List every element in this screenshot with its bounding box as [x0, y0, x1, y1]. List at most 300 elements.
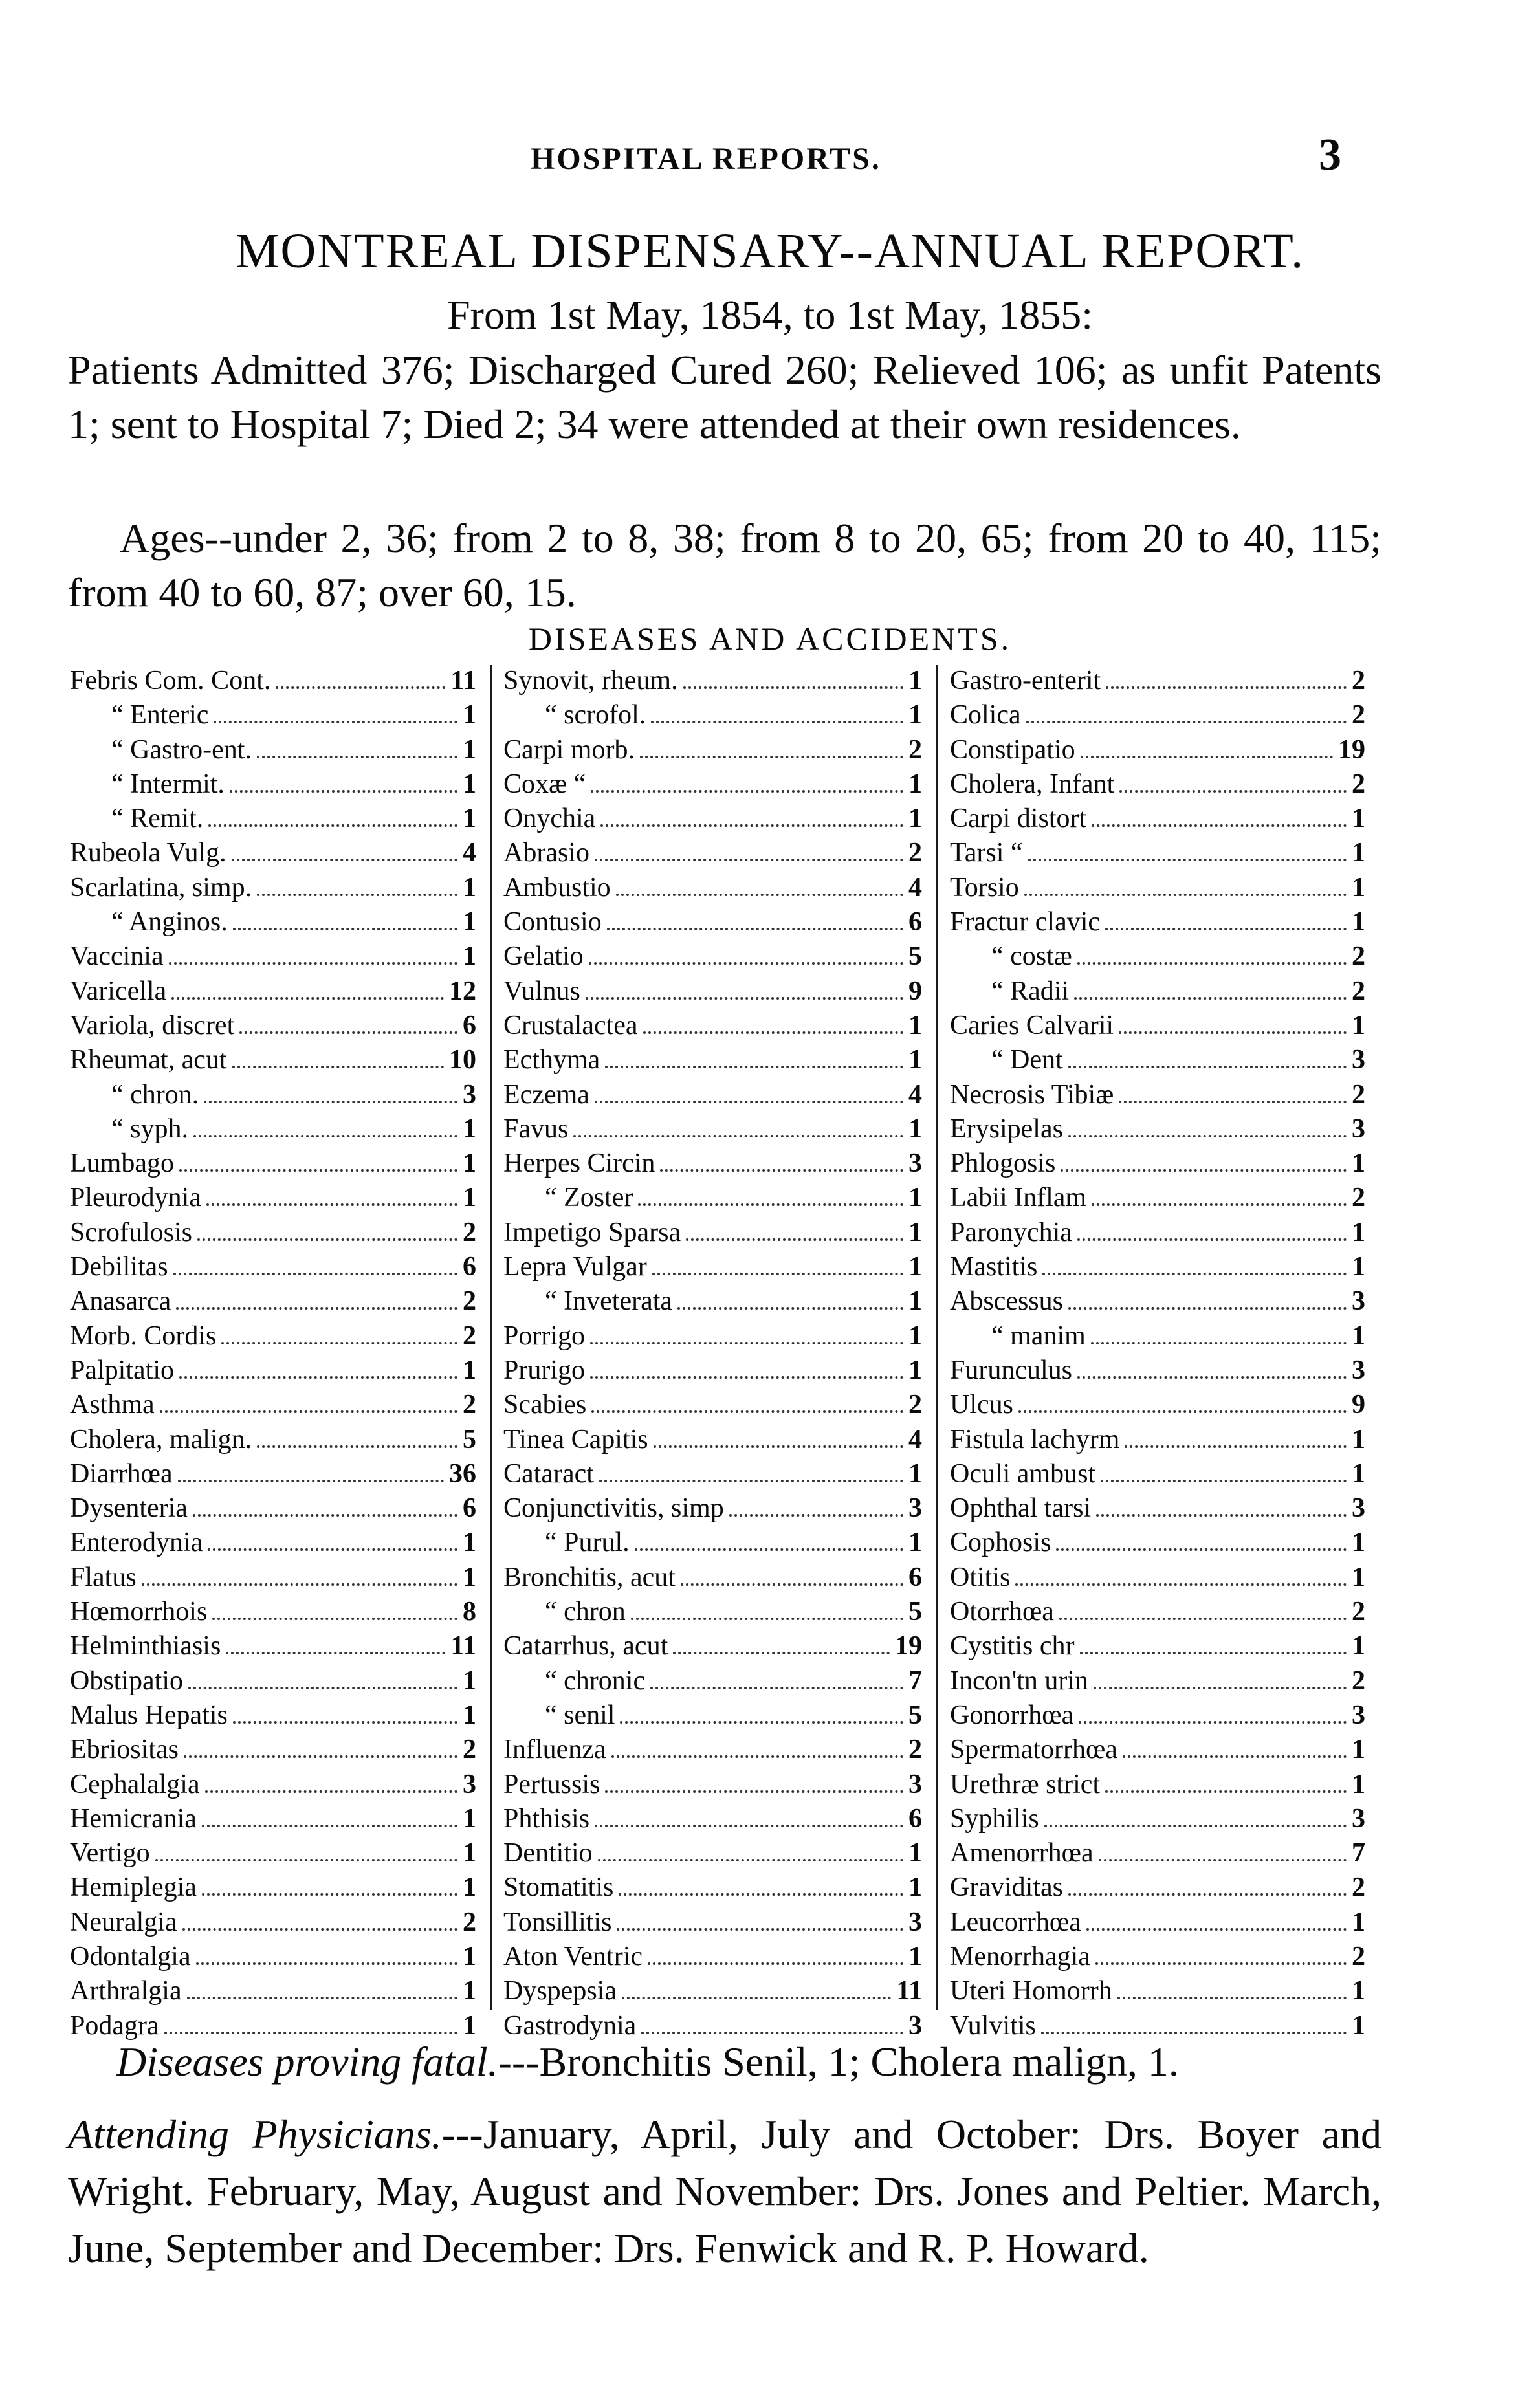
disease-entry: [950, 1079, 1365, 1114]
disease-name: Urethræ strict: [950, 1769, 1101, 1799]
disease-name: Aton Ventric: [503, 1941, 643, 1971]
disease-entry: [950, 1355, 1365, 1389]
fatal-diseases-text: ---Bronchitis Senil, 1; Cholera malign, 1.: [498, 2039, 1179, 2085]
fatal-diseases-line: [116, 2038, 1179, 2086]
disease-count: 1: [908, 1528, 922, 1558]
disease-entry: [503, 1493, 922, 1527]
disease-entry: [503, 1424, 922, 1458]
dot-leader: [155, 1859, 457, 1861]
disease-name: Amenorrhœa: [950, 1838, 1094, 1869]
disease-name: Varicella: [70, 976, 167, 1006]
disease-entry: [70, 665, 476, 699]
disease-count: 2: [1352, 1941, 1365, 1971]
disease-entry: [70, 1838, 476, 1872]
attending-physicians-paragraph: [68, 2106, 1381, 2277]
disease-count: 3: [1352, 1286, 1365, 1317]
disease-name: “ Gastro-ent.: [111, 734, 252, 765]
dot-leader: [193, 1514, 457, 1517]
disease-entry: [503, 1941, 922, 1975]
disease-count: 3: [908, 1907, 922, 1937]
dot-leader: [173, 1273, 457, 1275]
disease-count: 1: [463, 907, 476, 938]
disease-name: Abscessus: [950, 1286, 1063, 1317]
disease-name: Fistula lachyrm: [950, 1424, 1120, 1454]
disease-count: 7: [1352, 1838, 1365, 1869]
disease-name: Helminthiasis: [70, 1631, 221, 1662]
dot-leader: [142, 1583, 457, 1586]
disease-entry: [70, 1148, 476, 1182]
disease-entry: [503, 1114, 922, 1148]
dot-leader: [729, 1514, 903, 1517]
disease-count: 1: [463, 1872, 476, 1903]
disease-entry: [503, 872, 922, 906]
disease-count: 1: [463, 734, 476, 765]
disease-entry: [70, 906, 476, 941]
disease-name: Conjunctivitis, simp: [503, 1493, 724, 1524]
disease-name: Cataract: [503, 1458, 594, 1489]
disease-name: Gonorrhœa: [950, 1700, 1074, 1730]
disease-name: Leucorrhœa: [950, 1907, 1081, 1937]
disease-entry: [503, 837, 922, 872]
dot-leader: [1059, 1618, 1347, 1620]
disease-count: 19: [1338, 734, 1365, 765]
disease-name: Lepra Vulgar: [503, 1252, 647, 1282]
disease-name: Ambustio: [503, 872, 611, 903]
disease-count: 1: [908, 1217, 922, 1247]
disease-entry: [950, 699, 1365, 734]
disease-entry: [70, 1493, 476, 1527]
dot-leader: [193, 1135, 457, 1137]
disease-count: 3: [908, 2010, 922, 2041]
disease-count: 5: [908, 1597, 922, 1627]
disease-entry: [70, 1458, 476, 1493]
dot-leader: [599, 1480, 903, 1482]
disease-name: Phlogosis: [950, 1148, 1056, 1179]
disease-name: Asthma: [70, 1390, 155, 1420]
disease-name: Ecthyma: [503, 1045, 600, 1075]
dot-leader: [1091, 1342, 1347, 1344]
disease-entry: [503, 1251, 922, 1286]
disease-name: Otitis: [950, 1562, 1011, 1592]
disease-entry: [70, 837, 476, 872]
disease-entry: [950, 1734, 1365, 1768]
disease-entry: [503, 665, 922, 699]
disease-entry: [70, 1424, 476, 1458]
disease-count: 2: [908, 734, 922, 765]
disease-count: 2: [463, 1390, 476, 1420]
disease-count: 9: [1352, 1390, 1365, 1420]
disease-entry: [70, 1217, 476, 1251]
disease-entry: [950, 1114, 1365, 1148]
disease-count: 1: [463, 1114, 476, 1144]
dot-leader: [648, 1962, 903, 1965]
disease-entry: [950, 665, 1365, 699]
dot-leader: [598, 1859, 903, 1861]
disease-count: 2: [1352, 769, 1365, 799]
disease-entry: [70, 1251, 476, 1286]
dot-leader: [619, 1893, 903, 1896]
disease-name: Dyspepsia: [503, 1976, 617, 2006]
dot-leader: [641, 2032, 903, 2034]
disease-count: 2: [1352, 1665, 1365, 1696]
disease-count: 2: [1352, 666, 1365, 696]
disease-entry: [70, 1596, 476, 1630]
disease-entry: [70, 1803, 476, 1838]
dot-leader: [1105, 1790, 1347, 1793]
disease-name: Tarsi “: [950, 838, 1023, 868]
disease-count: 6: [463, 1252, 476, 1282]
disease-entry: [503, 1838, 922, 1872]
disease-entry: [503, 976, 922, 1010]
report-title: MONTREAL DISPENSARY--ANNUAL REPORT.: [235, 224, 1305, 278]
dot-leader: [208, 824, 457, 827]
dot-leader: [233, 1721, 457, 1724]
patients-summary-paragraph: Patients Admitted 376; Discharged Cured 260; Relieved 106; as unfit Patents 1; sent to Hospital 7; Died 2; 34 were attended at their own residences.: [68, 347, 1381, 447]
disease-name: “ Purul.: [545, 1528, 630, 1558]
disease-name: Paronychia: [950, 1217, 1072, 1247]
dot-leader: [607, 928, 903, 930]
disease-count: 1: [1352, 1010, 1365, 1040]
dot-leader: [232, 859, 457, 861]
disease-count: 3: [1352, 1045, 1365, 1075]
disease-count: 2: [908, 1390, 922, 1420]
dot-leader: [1106, 686, 1347, 689]
disease-entry: [503, 1769, 922, 1803]
disease-name: Carpi morb.: [503, 734, 635, 765]
disease-count: 1: [463, 1355, 476, 1385]
disease-count: 1: [1352, 1769, 1365, 1799]
dot-leader: [160, 1410, 457, 1413]
dot-leader: [1123, 1755, 1347, 1758]
disease-entry: [950, 1975, 1365, 2010]
disease-count: 1: [1352, 1458, 1365, 1489]
disease-entry: [950, 1838, 1365, 1872]
disease-entry: [70, 1872, 476, 1906]
dot-leader: [188, 1687, 457, 1689]
disease-entry: [70, 941, 476, 975]
disease-entry: [70, 1286, 476, 1320]
dot-leader: [590, 1342, 903, 1344]
disease-count: 1: [463, 1838, 476, 1869]
disease-name: Colica: [950, 700, 1021, 730]
disease-count: 6: [463, 1010, 476, 1040]
disease-entry: [503, 1907, 922, 1941]
disease-count: 1: [1352, 907, 1365, 938]
disease-name: Lumbago: [70, 1148, 174, 1179]
dot-leader: [1077, 1238, 1347, 1241]
disease-entry: [950, 1941, 1365, 1975]
disease-entry: [950, 906, 1365, 941]
dot-leader: [600, 824, 903, 827]
disease-count: 1: [1352, 804, 1365, 834]
disease-name: Erysipelas: [950, 1114, 1063, 1144]
disease-entry: [70, 1907, 476, 1941]
disease-name: Debilitas: [70, 1252, 168, 1282]
disease-entry: [950, 1562, 1365, 1596]
ages-summary-paragraph: Ages--under 2, 36; from 2 to 8, 38; from 8 to 20, 65; from 20 to 40, 115; from 40 to 60, 87; over 60, 15.: [68, 515, 1381, 615]
dot-leader: [1079, 1721, 1347, 1724]
dot-leader: [187, 1997, 457, 1999]
dot-leader: [1086, 1928, 1347, 1931]
dot-leader: [257, 756, 457, 758]
disease-name: Vertigo: [70, 1838, 150, 1869]
disease-name: Pleurodynia: [70, 1183, 201, 1213]
disease-count: 1: [908, 1355, 922, 1385]
disease-name: Odontalgia: [70, 1941, 191, 1971]
disease-count: 2: [463, 1321, 476, 1351]
disease-name: Graviditas: [950, 1872, 1063, 1903]
disease-entry: [950, 1527, 1365, 1561]
disease-name: Rheumat, acut: [70, 1045, 227, 1075]
dot-leader: [660, 1169, 903, 1172]
dot-leader: [206, 1203, 457, 1206]
disease-name: Labii Inflam: [950, 1183, 1087, 1213]
disease-entry: [70, 976, 476, 1010]
disease-name: Diarrhœa: [70, 1458, 173, 1489]
disease-name: Ebriositas: [70, 1735, 179, 1765]
disease-name: Coxæ “: [503, 769, 586, 799]
dot-leader: [1056, 1548, 1347, 1551]
disease-count: 5: [908, 941, 922, 972]
disease-count: 1: [463, 2010, 476, 2041]
disease-count: 2: [908, 1735, 922, 1765]
disease-name: Otorrhœa: [950, 1597, 1054, 1627]
dot-leader: [1119, 790, 1347, 793]
disease-name: Cystitis chr: [950, 1631, 1075, 1662]
disease-count: 1: [463, 1665, 476, 1696]
disease-name: “ chron.: [111, 1079, 199, 1110]
dot-leader: [208, 1548, 457, 1551]
disease-name: “ Radii: [991, 976, 1070, 1006]
dot-leader: [1080, 1652, 1347, 1654]
disease-name: “ manim: [991, 1321, 1086, 1351]
disease-entry: [70, 1389, 476, 1423]
disease-name: Abrasio: [503, 838, 589, 868]
disease-column-3: [950, 665, 1365, 2045]
disease-entry: [503, 1355, 922, 1389]
disease-name: Vaccinia: [70, 941, 164, 972]
running-head: HOSPITAL REPORTS.: [531, 142, 881, 176]
disease-entry: [950, 1803, 1365, 1838]
disease-name: “ chron: [545, 1597, 626, 1627]
disease-entry: [950, 1665, 1365, 1700]
dot-leader: [1018, 1410, 1347, 1413]
disease-count: 3: [1352, 1700, 1365, 1730]
dot-leader: [595, 1101, 903, 1103]
dot-leader: [230, 790, 457, 793]
disease-name: “ Inveterata: [545, 1286, 673, 1317]
disease-count: 6: [908, 907, 922, 938]
dot-leader: [620, 1721, 903, 1724]
disease-entry: [503, 1010, 922, 1044]
disease-name: “ Anginos.: [111, 907, 228, 938]
dot-leader: [1068, 1135, 1347, 1137]
dot-leader: [1125, 1445, 1347, 1448]
disease-entry: [950, 1010, 1365, 1044]
disease-name: Syphilis: [950, 1803, 1039, 1834]
dot-leader: [1077, 962, 1347, 965]
disease-name: Pertussis: [503, 1769, 600, 1799]
disease-count: 11: [450, 666, 476, 696]
disease-count: 1: [908, 1252, 922, 1282]
dot-leader: [586, 997, 903, 1000]
disease-count: 2: [1352, 1183, 1365, 1213]
disease-entry: [950, 1493, 1365, 1527]
disease-name: Mastitis: [950, 1252, 1038, 1282]
disease-name: Eczema: [503, 1079, 589, 1110]
dot-leader: [591, 790, 903, 793]
disease-entry: [503, 1700, 922, 1734]
disease-name: Hœmorrhois: [70, 1597, 208, 1627]
dot-leader: [1094, 1687, 1347, 1689]
disease-column-1: [70, 665, 476, 2045]
dot-leader: [1096, 1514, 1347, 1517]
disease-entry: [503, 803, 922, 837]
disease-name: Porrigo: [503, 1321, 585, 1351]
dot-leader: [204, 1101, 457, 1103]
disease-count: 1: [1352, 1735, 1365, 1765]
disease-count: 1: [463, 1700, 476, 1730]
disease-entry: [70, 1700, 476, 1734]
dot-leader: [650, 1687, 903, 1689]
dot-leader: [232, 1066, 444, 1068]
dot-leader: [202, 1825, 457, 1827]
dot-leader: [683, 686, 904, 689]
disease-entry: [950, 1389, 1365, 1423]
disease-name: “ scrofol.: [545, 700, 646, 730]
disease-entry: [950, 1321, 1365, 1355]
disease-count: 2: [1352, 976, 1365, 1006]
disease-name: “ syph.: [111, 1114, 188, 1144]
dot-leader: [202, 1893, 457, 1896]
disease-entry: [950, 872, 1365, 906]
dot-leader: [1119, 1101, 1347, 1103]
dot-leader: [196, 1962, 457, 1965]
disease-name: Febris Com. Cont.: [70, 666, 271, 696]
disease-name: Oculi ambust: [950, 1458, 1096, 1489]
disease-entry: [950, 1769, 1365, 1803]
disease-entry: [950, 1907, 1365, 1941]
disease-name: Favus: [503, 1114, 569, 1144]
disease-count: 1: [908, 1838, 922, 1869]
disease-count: 5: [908, 1700, 922, 1730]
disease-name: Morb. Cordis: [70, 1321, 217, 1351]
dot-leader: [1077, 1376, 1347, 1379]
disease-entry: [503, 1975, 922, 2010]
dot-leader: [1095, 1962, 1347, 1965]
disease-column-2: [503, 665, 922, 2045]
page-number: 3: [1319, 130, 1341, 180]
disease-entry: [70, 769, 476, 803]
disease-count: 3: [908, 1769, 922, 1799]
disease-count: 2: [1352, 1872, 1365, 1903]
dot-leader: [616, 894, 903, 896]
dot-leader: [605, 1066, 903, 1068]
disease-entry: [70, 1044, 476, 1079]
disease-count: 10: [449, 1045, 476, 1075]
disease-name: Synovit, rheum.: [503, 666, 678, 696]
disease-count: 2: [463, 1735, 476, 1765]
disease-count: 2: [463, 1286, 476, 1317]
disease-name: Bronchitis, acut: [503, 1562, 676, 1592]
disease-entry: [70, 734, 476, 769]
disease-count: 1: [1352, 1424, 1365, 1454]
disease-count: 4: [908, 872, 922, 903]
disease-count: 4: [908, 1079, 922, 1110]
disease-name: Uteri Homorrh: [950, 1976, 1112, 2006]
dot-leader: [605, 1790, 903, 1793]
disease-name: “ senil: [545, 1700, 615, 1730]
disease-count: 2: [1352, 1597, 1365, 1627]
disease-entry: [503, 1389, 922, 1423]
dot-leader: [171, 997, 444, 1000]
disease-entry: [503, 1148, 922, 1182]
disease-count: 1: [463, 1528, 476, 1558]
disease-count: 1: [463, 769, 476, 799]
disease-name: Variola, discret: [70, 1010, 235, 1040]
disease-count: 1: [908, 700, 922, 730]
disease-name: Prurigo: [503, 1355, 585, 1385]
disease-entry: [950, 734, 1365, 769]
disease-entry: [503, 1321, 922, 1355]
disease-count: 1: [463, 700, 476, 730]
dot-leader: [257, 894, 457, 896]
disease-entry: [503, 1217, 922, 1251]
attending-physicians-text: ---January, April, July and October: Drs. Boyer and Wright. February, May, August and November: Drs. Jones and Peltier. March, June, September and December: Drs. Fenwick and R. P. Howard.: [68, 2111, 1381, 2271]
disease-name: Tinea Capitis: [503, 1424, 648, 1454]
disease-name: Onychia: [503, 804, 596, 834]
disease-entry: [70, 699, 476, 734]
disease-count: 12: [449, 976, 476, 1006]
disease-entry: [950, 803, 1365, 837]
disease-entry: [950, 941, 1365, 975]
disease-count: 1: [908, 1010, 922, 1040]
disease-name: Herpes Circin: [503, 1148, 655, 1179]
disease-count: 7: [908, 1665, 922, 1696]
disease-entry: [70, 1562, 476, 1596]
disease-name: Vulvitis: [950, 2010, 1036, 2041]
dot-leader: [179, 1169, 457, 1172]
disease-name: Cholera, Infant: [950, 769, 1115, 799]
disease-entry: [950, 1217, 1365, 1251]
disease-name: Impetigo Sparsa: [503, 1217, 681, 1247]
disease-count: 2: [463, 1907, 476, 1937]
disease-entry: [503, 1665, 922, 1700]
disease-entry: [950, 1596, 1365, 1630]
disease-name: Dentitio: [503, 1838, 593, 1869]
disease-count: 1: [1352, 1907, 1365, 1937]
dot-leader: [1068, 1307, 1347, 1310]
disease-count: 1: [1352, 838, 1365, 868]
disease-name: Vulnus: [503, 976, 580, 1006]
disease-entry: [950, 1700, 1365, 1734]
disease-count: 1: [908, 1045, 922, 1075]
disease-entry: [503, 1527, 922, 1561]
dot-leader: [276, 686, 445, 689]
disease-entry: [503, 1803, 922, 1838]
disease-count: 11: [450, 1631, 476, 1662]
disease-name: Carpi distort: [950, 804, 1087, 834]
dot-leader: [617, 1928, 903, 1931]
disease-name: “ costæ: [991, 941, 1072, 972]
disease-name: Spermatorrhœa: [950, 1735, 1117, 1765]
disease-entry: [70, 1665, 476, 1700]
dot-leader: [631, 1618, 903, 1620]
disease-name: Hemiplegia: [70, 1872, 197, 1903]
disease-count: 1: [463, 1562, 476, 1592]
disease-count: 1: [1352, 1217, 1365, 1247]
disease-count: 8: [463, 1597, 476, 1627]
